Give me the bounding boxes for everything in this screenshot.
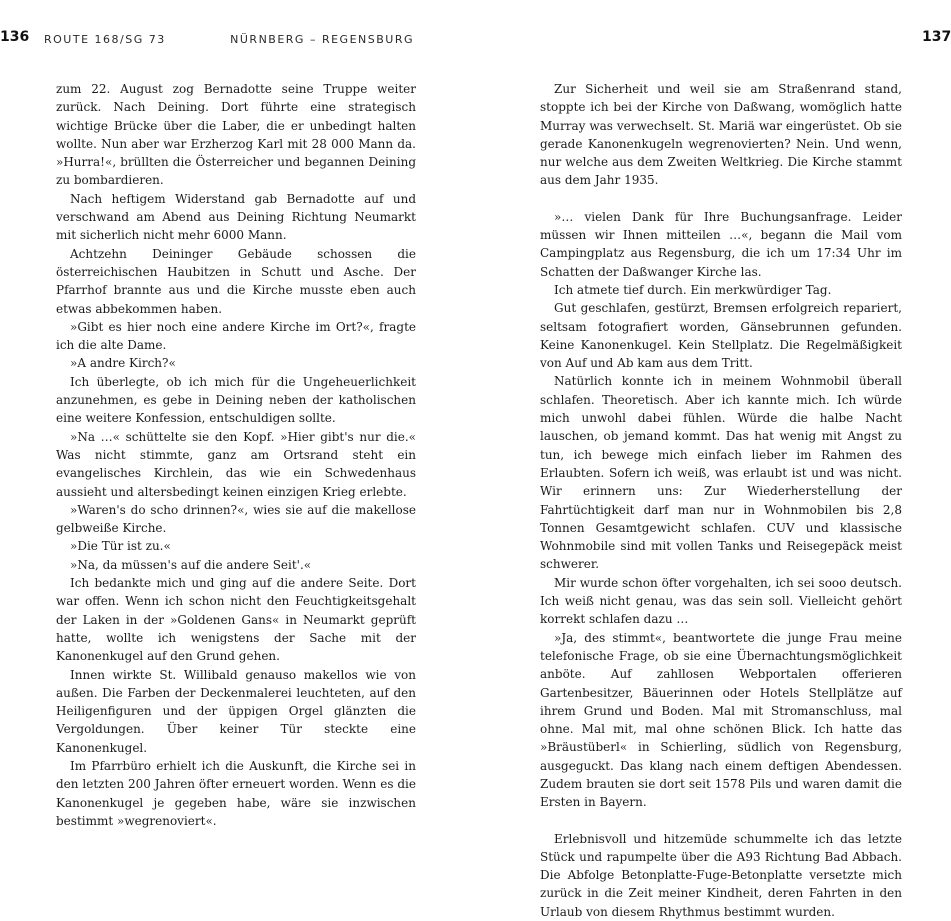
left-running-head: ROUTE 168/SG 73: [44, 33, 166, 46]
section-break: [540, 812, 902, 830]
right-running-head: NÜRNBERG – REGENSBURG: [230, 33, 414, 46]
paragraph: Achtzehn Deininger Gebäude schossen die österreichischen Haubitzen in Schutt und Asche. Der Pfarrhof brannte aus und die Kirche musste eben auch etwas abbekommen haben.: [56, 246, 416, 316]
left-page: [0, 0, 472, 828]
paragraph: »Die Tür ist zu.«: [70, 539, 171, 554]
paragraph: Ich bedankte mich und ging auf die andere Seite. Dort war offen. Wenn ich schon nicht den Feuchtigkeitsgehalt der Laken in der »Goldenen Gans« in Neumarkt geprüft hatte, wollte ich wenigstens der Sache mit der Kanonenkugel auf den Grund gehen.: [56, 576, 416, 664]
paragraph: »Ja, des stimmt«, beantwortete die junge Frau meine telefonische Frage, ob sie eine Übernachtungsmöglichkeit anböte. Auf zahllosen Webportalen offerieren Gartenbesitzer, Bäuerinnen oder Hotels Stellplätze auf ihrem Grund und Boden. Mal mit Stromanschluss, mal ohne. Mal mit, mal ohne schönen Blick. Ich hatte das »Bräustüberl« in Schierling, südlich von Regensburg, ausgeguckt. Das klang nach einem deftigen Abendessen. Zudem brauten sie dort seit 1578 Pils und waren damit die Ersten in Bayern.: [540, 630, 902, 810]
paragraph: Im Pfarrbüro erhielt ich die Auskunft, die Kirche sei in den letzten 200 Jahren öfter erneuert worden. Wenn es die Kanonenkugel je gegeben habe, wäre sie inzwischen bestimmt »wegrenoviert«.: [56, 758, 416, 828]
paragraph: Nach heftigem Widerstand gab Bernadotte auf und verschwand am Abend aus Deining Richtung Neumarkt mit sicherlich nicht mehr 6000 Mann.: [56, 191, 416, 243]
right-body-text: [540, 80, 902, 921]
paragraph: Erlebnisvoll und hitzemüde schummelte ich das letzte Stück und rapumpelte über die A93 Richtung Bad Abbach. Die Abfolge Betonplatte-Fuge-Betonplatte versetzte mich zurück in die Zeit meiner Kindheit, deren Fahrten in den Urlaub von diesem Rhythmus bestimmt wurden.: [540, 831, 902, 919]
paragraph: Mir wurde schon öfter vorgehalten, ich sei sooo deutsch. Ich weiß nicht genau, was das sein soll. Vielleicht gehört korrekt schlafen dazu …: [540, 575, 902, 627]
paragraph: Ich atmete tief durch. Ein merkwürdiger Tag.: [554, 282, 832, 297]
left-body-text: [56, 80, 416, 830]
section-break: [540, 190, 902, 208]
paragraph: »… vielen Dank für Ihre Buchungsanfrage. Leider müssen wir Ihnen mitteilen …«, begann die Mail vom Campingplatz aus Regensburg, die ich um 17:34 Uhr im Schatten der Daßwanger Kirche las.: [540, 209, 902, 279]
paragraph: »Na …« schüttelte sie den Kopf. »Hier gibt's nur die.« Was nicht stimmte, ganz am Ortsrand steht ein evangelisches Kirchlein, das wie ein Schwedenhaus aussieht und altersbedingt keinen einzigen Krieg erlebte.: [56, 429, 416, 499]
paragraph: Innen wirkte St. Willibald genauso makellos wie von außen. Die Farben der Deckenmalerei leuchteten, auf den Heiligenfiguren und der üppigen Orgel glänzten die Vergoldungen. Über keiner Tür steckte eine Kanonenkugel.: [56, 667, 416, 755]
paragraph: Gut geschlafen, gestürzt, Bremsen erfolgreich repariert, seltsam fotografiert worden, Gänsebrunnen gefunden. Keine Kanonenkugel. Kein Stellplatz. Die Regelmäßigkeit von Auf und Ab kam aus dem Tritt.: [540, 301, 902, 371]
paragraph: zum 22. August zog Bernadotte seine Truppe weiter zurück. Nach Deining. Dort führte eine strategisch wichtige Brücke über die Laber, die er unbedingt halten wollte. Nun aber war Erzherzog Karl mit 28 000 Mann da. »Hurra!«, brüllten die Österreicher und begannen Deining zu bombardieren.: [56, 82, 416, 188]
paragraph: Ich überlegte, ob ich mich für die Ungeheuerlichkeit anzunehmen, es gebe in Deining neben der katholischen eine weitere Konfession, entschuldigen sollte.: [56, 374, 416, 426]
left-page-number: 136: [0, 29, 30, 45]
right-page-number: 137: [922, 29, 951, 45]
paragraph: »Gibt es hier noch eine andere Kirche im Ort?«, fragte ich die alte Dame.: [56, 319, 416, 353]
paragraph: Natürlich konnte ich in meinem Wohnmobil überall schlafen. Theoretisch. Aber ich kannte mich. Ich würde mich unwohl dabei fühlen. Würde die halbe Nacht lauschen, ob jemand kommt. Das hat wenig mit Angst zu tun, ich bewege mich einfach lieber im Rahmen des Erlaubten. Sofern ich weiß, was erlaubt ist und was nicht. Wir erinnern uns: Zur Wiederherstellung der Fahrtüchtigkeit darf man nur in Wohnmobilen bis 2,8 Tonnen Gesamtgewicht schlafen. CUV und klassische Wohnmobile sind mit vollen Tanks und Reisegepäck meist schwerer.: [540, 374, 902, 572]
paragraph: Zur Sicherheit und weil sie am Straßenrand stand, stoppte ich bei der Kirche von Daßwang, womöglich hatte Murray was verwechselt. St. Mariä war eingerüstet. Ob sie gerade Kanonenkugeln wegrenovierten? Nein. Und wenn, nur welche aus dem Zweiten Weltkrieg. Die Kirche stammt aus dem Jahr 1935.: [540, 82, 902, 188]
paragraph: »A andre Kirch?«: [70, 356, 176, 371]
paragraph: »Waren's do scho drinnen?«, wies sie auf die makellose gelbweiße Kirche.: [56, 502, 416, 536]
paragraph: »Na, da müssen's auf die andere Seit'.«: [70, 557, 312, 572]
